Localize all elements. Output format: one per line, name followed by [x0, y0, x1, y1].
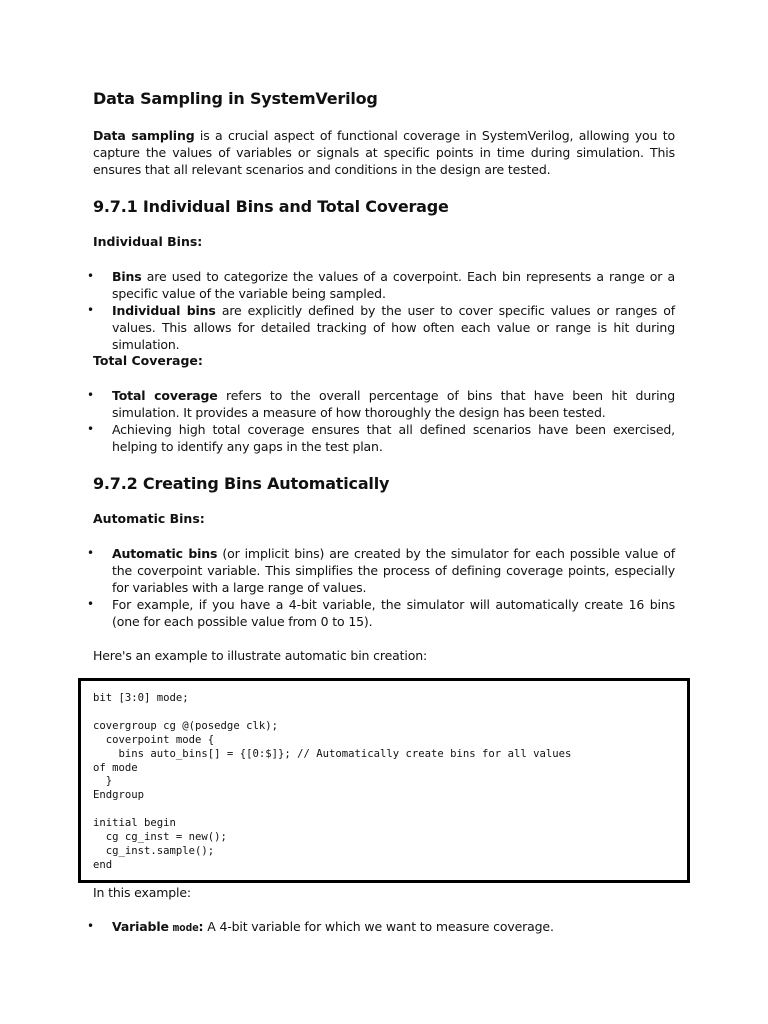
list-item — [87, 918, 675, 936]
code-block — [78, 678, 690, 883]
bullet-icon: • — [87, 422, 94, 436]
item-text: Achieving high total coverage ensures that all defined scenarios have been exercised, helping to identify any gaps in the test plan. — [112, 422, 675, 454]
total-coverage-list — [87, 387, 675, 455]
after-code-text: In this example: — [93, 885, 191, 900]
list-item — [87, 596, 675, 630]
bullet-icon: • — [87, 303, 94, 317]
intro-bold: Data sampling — [93, 128, 195, 143]
item-text: A 4-bit variable for which we want to measure coverage. — [203, 919, 554, 934]
bullet-icon: • — [87, 388, 94, 402]
section-971-heading: 9.7.1 Individual Bins and Total Coverage — [93, 197, 449, 216]
page-title: Data Sampling in SystemVerilog — [93, 89, 378, 108]
item-text: refers to the overall percentage of bins that have been hit during simulation. It provides a measure of how thoroughly the design has been tested. — [112, 388, 675, 420]
item-bold: Bins — [112, 269, 142, 284]
list-item — [87, 268, 675, 302]
intro-text: is a crucial aspect of functional coverage in SystemVerilog, allowing you to capture the values of variables or signals at specific points in time during simulation. This ensures that all relevant scenarios and conditions in the design are tested. — [93, 128, 676, 177]
item-bold: Variable — [112, 919, 169, 934]
individual-bins-label: Individual Bins: — [93, 234, 203, 249]
list-item — [87, 545, 675, 596]
automatic-bins-list — [87, 545, 675, 630]
bullet-icon: • — [87, 269, 94, 283]
variable-list — [87, 918, 675, 936]
code-text: bit [3:0] mode; covergroup cg @(posedge clk); coverpoint mode { bins auto_bins[] = {[0:$]}; // Automatically create bins for all values of mode } Endgroup initial begin cg cg_inst = new(); cg_inst.sample(); end — [93, 692, 572, 871]
individual-bins-list — [87, 268, 675, 353]
inline-code: mode — [172, 921, 199, 934]
total-coverage-label: Total Coverage: — [93, 353, 203, 368]
item-bold: Individual bins — [112, 303, 216, 318]
item-bold: Automatic bins — [112, 546, 218, 561]
list-item — [87, 421, 675, 455]
item-colon: : — [198, 919, 204, 934]
automatic-bins-label: Automatic Bins: — [93, 511, 205, 526]
section-972-heading: 9.7.2 Creating Bins Automatically — [93, 474, 390, 493]
list-item — [87, 387, 675, 421]
item-text: are used to categorize the values of a coverpoint. Each bin represents a range or a specific value of the variable being sampled. — [112, 269, 675, 301]
intro-paragraph — [93, 127, 675, 178]
item-text: are explicitly defined by the user to cover specific values or ranges of values. This allows for detailed tracking of how often each value or range is hit during simulation. — [112, 303, 675, 352]
bullet-icon: • — [87, 546, 94, 560]
bullet-icon: • — [87, 597, 94, 611]
bullet-icon: • — [87, 919, 94, 933]
item-bold: Total coverage — [112, 388, 218, 403]
item-text: (or implicit bins) are created by the simulator for each possible value of the coverpoint variable. This simplifies the process of defining coverage points, especially for variables with a large range of values. — [112, 546, 675, 595]
list-item — [87, 302, 675, 353]
example-intro: Here's an example to illustrate automatic bin creation: — [93, 648, 428, 663]
item-text: For example, if you have a 4-bit variable, the simulator will automatically create 16 bins (one for each possible value from 0 to 15). — [112, 597, 675, 629]
